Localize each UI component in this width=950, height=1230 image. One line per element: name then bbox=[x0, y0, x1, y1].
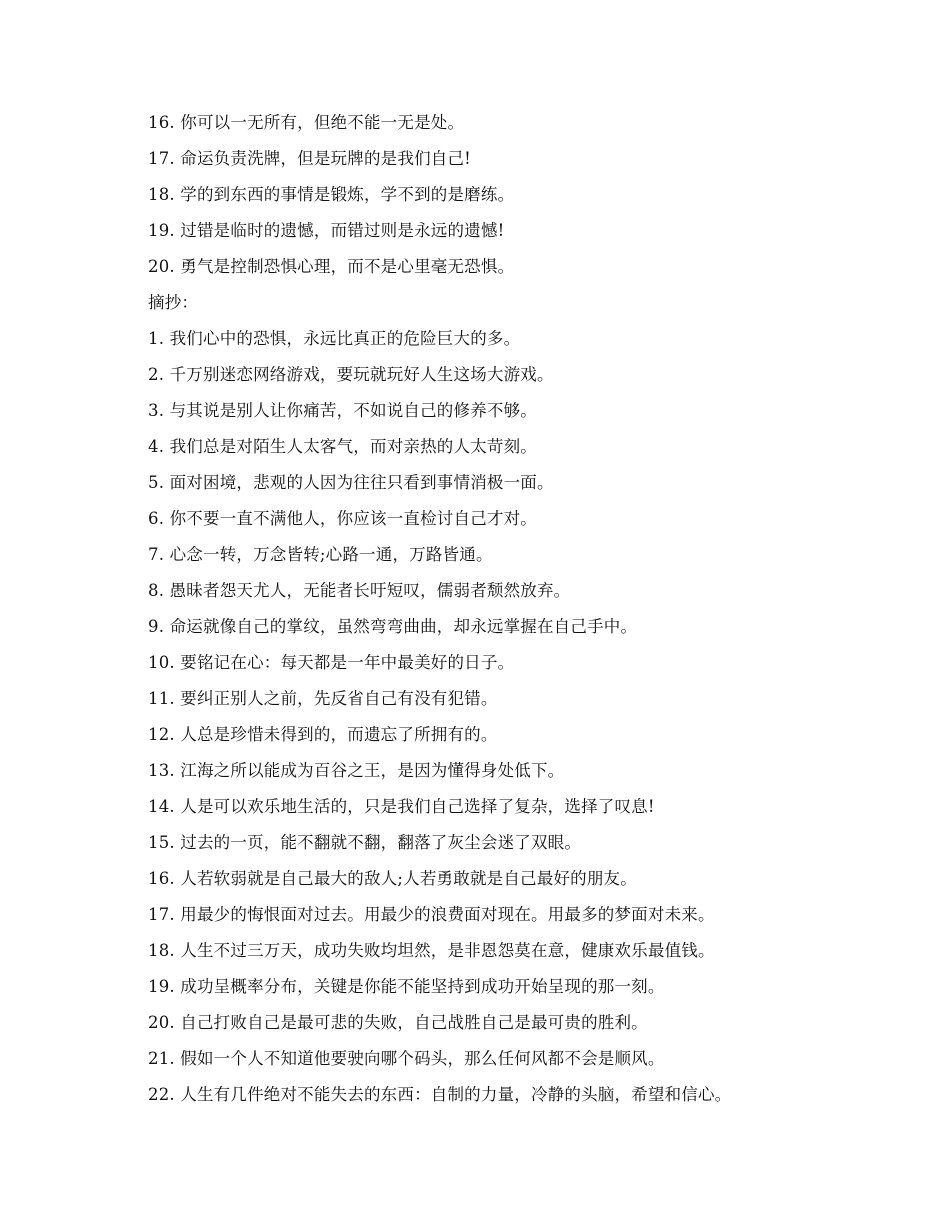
document-body bbox=[148, 105, 848, 1113]
list-item: 3. 与其说是别人让你痛苦，不如说自己的修养不够。 bbox=[148, 401, 537, 420]
list-item: 15. 过去的一页，能不翻就不翻，翻落了灰尘会迷了双眼。 bbox=[148, 833, 582, 852]
list-item: 20. 自己打败自己是最可悲的失败，自己战胜自己是最可贵的胜利。 bbox=[148, 1013, 648, 1032]
list-item: 21. 假如一个人不知道他要驶向哪个码头，那么任何风都不会是顺风。 bbox=[148, 1049, 665, 1068]
list-item: 7. 心念一转，万念皆转;心路一通，万路皆通。 bbox=[148, 545, 493, 564]
list-item: 1. 我们心中的恐惧，永远比真正的危险巨大的多。 bbox=[148, 329, 521, 348]
list-item: 22. 人生有几件绝对不能失去的东西：自制的力量，冷静的头脑，希望和信心。 bbox=[148, 1085, 732, 1104]
list-item: 12. 人总是珍惜未得到的，而遗忘了所拥有的。 bbox=[148, 725, 498, 744]
list-item: 14. 人是可以欢乐地生活的，只是我们自己选择了复杂，选择了叹息! bbox=[148, 797, 655, 816]
list-item: 5. 面对困境，悲观的人因为往往只看到事情消极一面。 bbox=[148, 473, 554, 492]
list-item: 17. 用最少的悔恨面对过去。用最少的浪费面对现在。用最多的梦面对未来。 bbox=[148, 905, 715, 924]
list-item: 9. 命运就像自己的掌纹，虽然弯弯曲曲，却永远掌握在自己手中。 bbox=[148, 617, 638, 636]
list-item: 19. 成功呈概率分布，关键是你能不能坚持到成功开始呈现的那一刻。 bbox=[148, 977, 665, 996]
list-item: 18. 人生不过三万天，成功失败均坦然，是非恩怨莫在意，健康欢乐最值钱。 bbox=[148, 941, 715, 960]
section-heading: 摘抄： bbox=[148, 293, 199, 312]
list-item: 11. 要纠正别人之前，先反省自己有没有犯错。 bbox=[148, 689, 498, 708]
list-item: 16. 人若软弱就是自己最大的敌人;人若勇敢就是自己最好的朋友。 bbox=[148, 869, 637, 888]
list-item: 17. 命运负责洗牌，但是玩牌的是我们自己! bbox=[148, 149, 472, 168]
list-item: 10. 要铭记在心：每天都是一年中最美好的日子。 bbox=[148, 653, 515, 672]
list-item: 2. 千万别迷恋网络游戏，要玩就玩好人生这场大游戏。 bbox=[148, 365, 554, 384]
list-item: 20. 勇气是控制恐惧心理，而不是心里毫无恐惧。 bbox=[148, 257, 515, 276]
list-item: 4. 我们总是对陌生人太客气，而对亲热的人太苛刻。 bbox=[148, 437, 537, 456]
list-item: 13. 江海之所以能成为百谷之王，是因为懂得身处低下。 bbox=[148, 761, 565, 780]
list-item: 19. 过错是临时的遗憾，而错过则是永远的遗憾! bbox=[148, 221, 505, 240]
list-item: 18. 学的到东西的事情是锻炼，学不到的是磨练。 bbox=[148, 185, 515, 204]
list-item: 6. 你不要一直不满他人，你应该一直检讨自己才对。 bbox=[148, 509, 537, 528]
list-item: 8. 愚昧者怨天尤人，无能者长吁短叹，儒弱者颓然放弃。 bbox=[148, 581, 571, 600]
list-item: 16. 你可以一无所有，但绝不能一无是处。 bbox=[148, 113, 465, 132]
